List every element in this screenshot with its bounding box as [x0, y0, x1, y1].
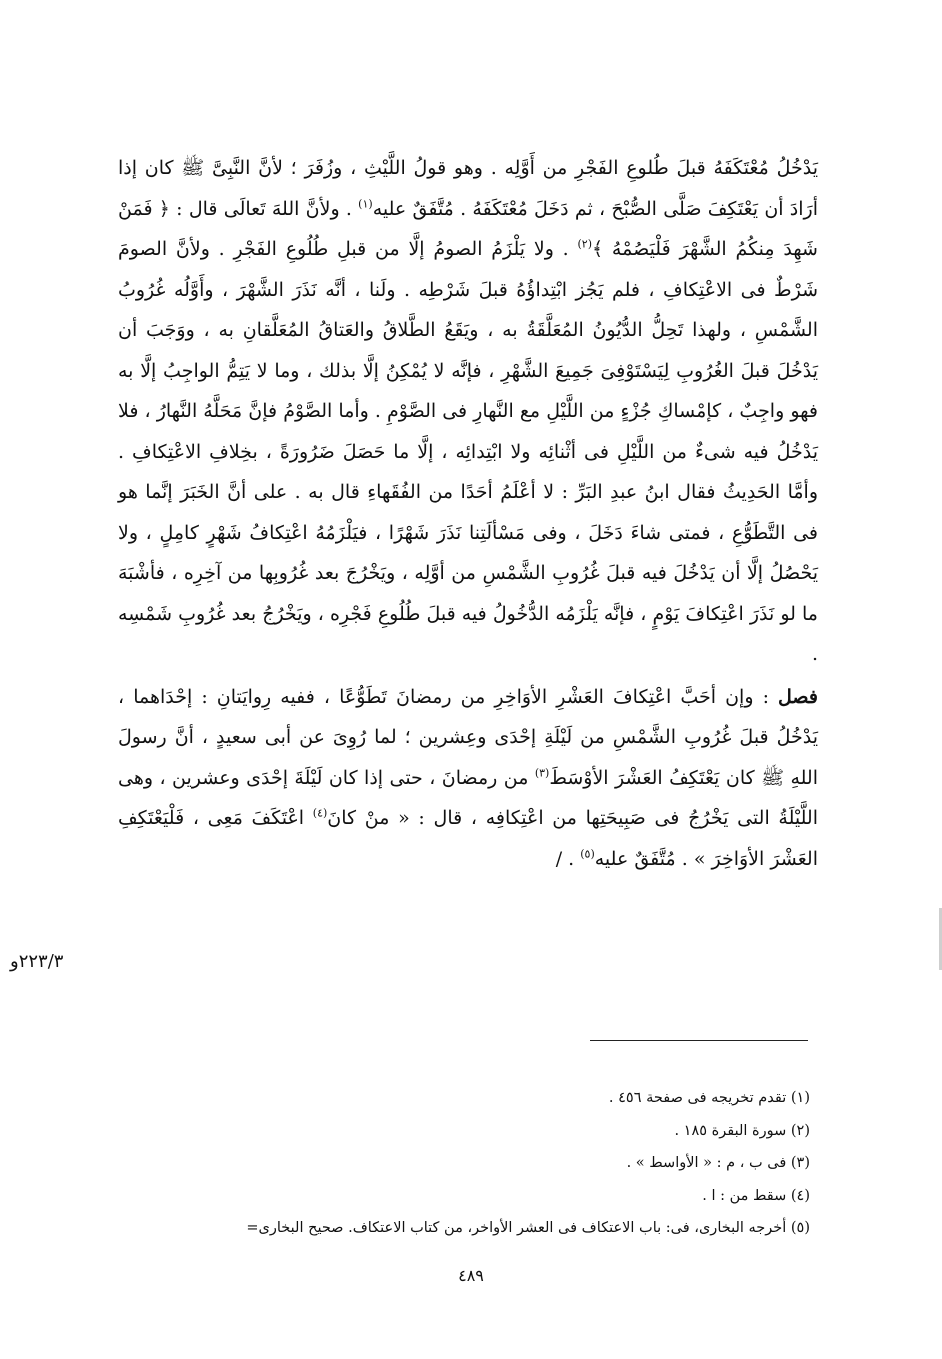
paragraph-1-part-b: . ولأنَّ اللهَ تَعالَى قال : ﴿ فَمَنْ شَهِدَ مِنكُمُ الشَّهْرَ فَلْيَصُمْهُ ﴾	[118, 197, 818, 260]
footnote-ref-2[interactable]: (٢)	[577, 237, 592, 251]
paragraph-2-part-b: من رمضانَ ، حتى إذا كان لَيْلَةَ إحْدَى وعشرين ، وهى اللَّيْلَةُ التى يَخْرُجُ فى صَبِيحَتِها من اعْتِكافِه ، قال : « منْ كانَ	[118, 766, 818, 829]
paragraph-2-part-c: اعْتَكَفَ مَعِى ، فَلْيَعْتَكِفِ العَشْرَ الأوَاخِرَ » . مُتَّفَقٌ عليه	[118, 807, 818, 870]
footnote-ref-3[interactable]: (٣)	[534, 766, 550, 780]
footnote-5: (٥) أخرجه البخارى، فى: باب الاعتكاف فى العشر الأواخر، من كتاب الاعتكاف. صحيح البخارى=	[246, 1220, 810, 1236]
main-text	[118, 148, 818, 879]
footnote-ref-1[interactable]: (١)	[358, 197, 373, 211]
section-label-fasl: فصل	[778, 685, 818, 708]
paragraph-1-part-c: . ولا يَلْزَمُ الصومُ إلَّا من قبلِ طُلُوعِ الفَجْرِ . ولأنَّ الصومَ شَرْطٌ فى الاعْتِكافِ ، فلم يَجُز ابْتِداؤُهُ قبلَ شَرْطِه . ولَنا ، أنَّه نَذَرَ الشَّهْرَ ، وأَوَّلُه غُرُوبُ الشَّمْسِ ، ولهذا تَحِلُّ الدُّيُونُ المُعَلَّقَةُ به ، ويَقَعُ الطَّلاقُ والعَتاقُ المُعَلَّقانِ به ، ووَجَبَ أن يَدْخُلَ قبلَ الغُرُوبِ لِيَسْتَوْفِىَ جَمِيعَ الشَّهْرِ ، فإنَّه لا يُمْكِنُ إلَّا بذلك ، وما لا يَتِمُّ الواجِبُ إلَّا به فهو واجِبٌ ، كإمْساكِ جُزْءٍ من اللَّيْلِ مع النَّهارِ فى الصَّوْمِ . وأما الصَّوْمُ فإنَّ مَحَلَّهُ النَّهارُ ، فلا يَدْخُلُ فيه شىءٌ من اللَّيْلِ فى أثْنائِه ولا ابْتِدائِه ، إلَّا ما حَصَلَ ضَرُورَةً ، بخِلافِ الاعْتِكافِ . وأمَّا الحَدِيثُ فقال ابنُ عبدِ البَرِّ : لا أعْلَمُ أحَدًا من الفُقَهاءِ قال به . على أنَّ الخَبَرَ إنَّما هو فى التَّطَوُّعِ ، فمتى شاءَ دَخَلَ ، وفى مَسْألَتِنا نَذَرَ شَهْرًا ، فيَلْزَمُهُ اعْتِكافُ شَهْرٍ كامِلٍ ، ولا يَحْصُلُ إلَّا أن يَدْخُلَ فيه قبلَ غُرُوبِ الشَّمْسِ من أوَّلِه ، ويَخْرُجَ بعد غُرُوبِها من آخِرِه ، فأشْبَهَ ما لو نَذَرَ اعْتِكافَ يَوْمٍ ، فإنَّه يَلْزَمُه الدُّخُولُ فيه قبلَ طُلُوعِ فَجْرِه ، ويَخْرُجُ بعد غُرُوبِ شَمْسِه .	[118, 238, 818, 665]
footnote-3: (٣) فى ب ، م : « الأواسط » .	[626, 1155, 810, 1171]
footnote-separator	[590, 1040, 808, 1041]
paragraph-2-part-d: . /	[555, 847, 581, 870]
footnote-ref-4[interactable]: (٤)	[312, 806, 328, 820]
footnote-1: (١) تقدم تخريجه فى صفحة ٤٥٦ .	[608, 1090, 810, 1106]
footnote-ref-5[interactable]: (٥)	[580, 847, 595, 861]
paragraph-1	[118, 148, 818, 675]
paragraph-1-part-a: يَدْخُلُ مُعْتَكَفَهُ قبلَ طُلوعِ الفَجْرِ من أَوَّلِه . وهو قولُ اللَّيْثِ ، وزُفَرَ ؛ لأنَّ النَّبِىَّ ﷺ كان إذا أرَادَ أن يَعْتَكِفَ صَلَّى الصُّبْحَ ، ثم دَخَلَ مُعْتَكَفَهُ . مُتَّفَقٌ عليه	[118, 157, 818, 220]
paragraph-2	[118, 677, 818, 880]
footnotes	[118, 1082, 810, 1245]
page-number: ٤٨٩	[458, 1266, 484, 1285]
footnote-2: (٢) سورة البقرة ١٨٥ .	[674, 1122, 810, 1139]
footnote-4: (٤) سقط من : ا .	[702, 1187, 810, 1204]
manuscript-margin-reference: ٢٢٣/٣و	[10, 951, 64, 972]
paragraph-2-part-a: : وإن أحَبَّ اعْتِكافَ العَشْرِ الأوَاخِرِ من رمضانَ تَطَوُّعًا ، ففيه رِوايَتانِ : إحْدَاهما ، يَدْخُلُ قبلَ غُرُوبِ الشَّمْسِ من لَيْلَةِ إحْدَى وعِشرين ؛ لما رُوِىَ عن أبى سعيدٍ ، أنَّ رسولَ اللهِ ﷺ كان يَعْتَكِفُ العَشْرَ الأوْسَطَ	[118, 685, 818, 789]
